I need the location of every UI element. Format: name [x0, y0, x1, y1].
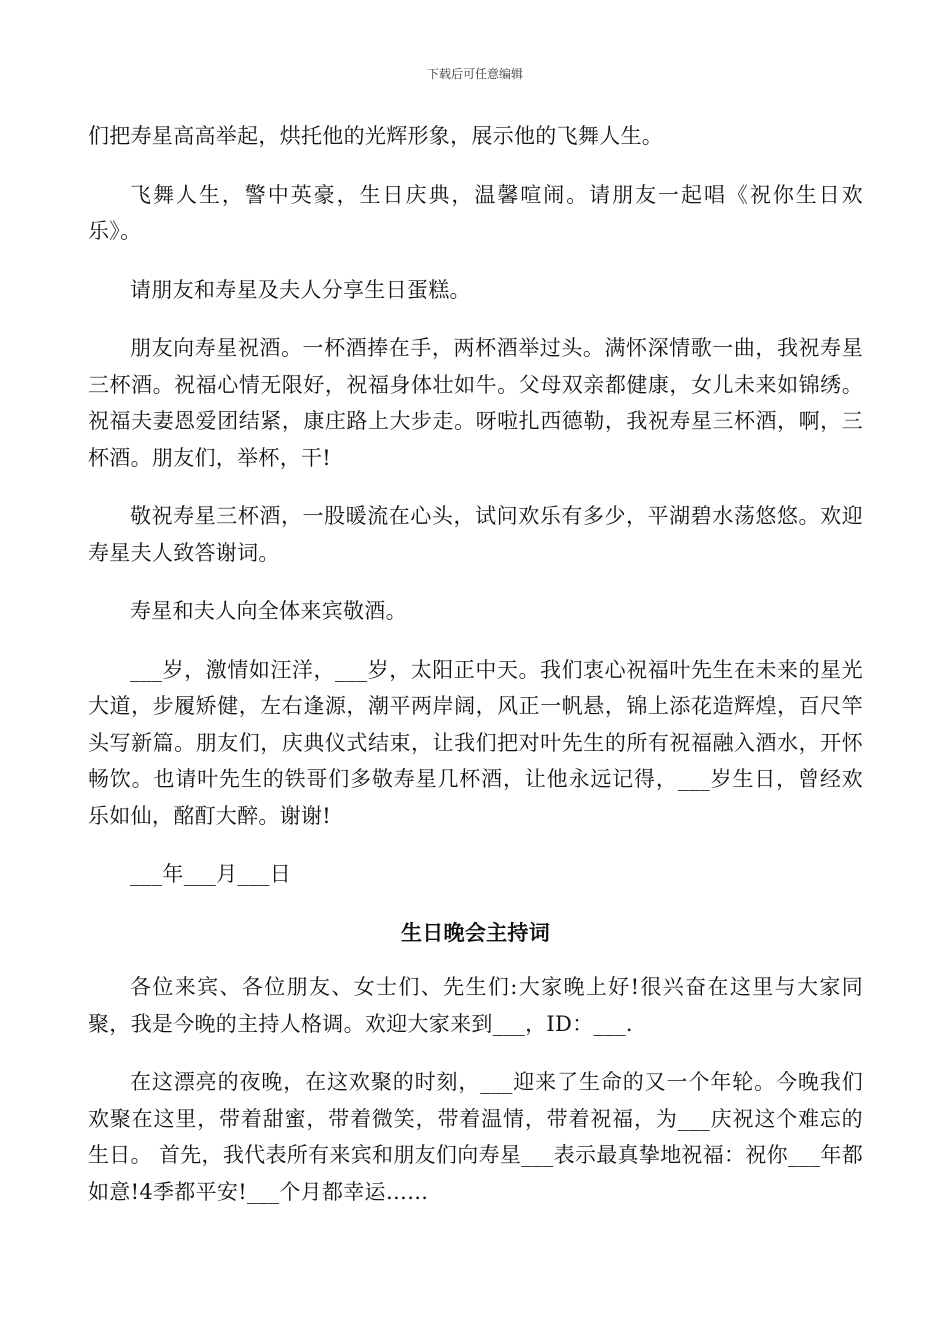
paragraph-guests-toast: 寿星和夫人向全体来宾敬酒。: [130, 599, 407, 623]
section-title: 生日晚会主持词: [400, 919, 551, 945]
page-header-note: 下载后可任意编辑: [426, 67, 523, 81]
paragraph-evening: 在这漂亮的夜晚，在这欢聚的时刻，___迎来了生命的又一个年轮。今晚我们欢聚在这里，带着甜蜜，带着微笑，带着温情，带着祝福，为___庆祝这个难忘的生日。 首先，我代表所有来宾和朋友们向寿星___表示最真挚地祝福：祝你___年都如意!4季都平安!___个月都幸运……: [88, 1070, 863, 1204]
paragraph-date: ___年___月___日: [130, 862, 292, 886]
document-body: [88, 118, 863, 1232]
paragraph-opening: 各位来宾、各位朋友、女士们、先生们:大家晚上好!很兴奋在这里与大家同聚，我是今晚的主持人格调。欢迎大家来到___，ID：___.: [88, 975, 863, 1036]
paragraph-toast: 朋友向寿星祝酒。一杯酒捧在手，两杯酒举过头。满怀深情歌一曲，我祝寿星三杯酒。祝福心情无限好，祝福身体壮如牛。父母双亲都健康，女儿未来如锦绣。祝福夫妻恩爱团结紧，康庄路上大步走。呀啦扎西德勒，我祝寿星三杯酒，啊，三杯酒。朋友们，举杯，干!: [88, 336, 863, 470]
paragraph-wife-speech: 敬祝寿星三杯酒，一股暖流在心头，试问欢乐有多少，平湖碧水荡悠悠。欢迎寿星夫人致答谢词。: [88, 504, 863, 565]
paragraph-closing: ___岁，激情如汪洋，___岁，太阳正中天。我们衷心祝福叶先生在未来的星光大道，步履矫健，左右逢源，潮平两岸阔，风正一帆悬，锦上添花造辉煌，百尺竿头写新篇。朋友们，庆典仪式结束，让我们把对叶先生的所有祝福融入酒水，开怀畅饮。也请叶先生的铁哥们多敬寿星几杯酒，让他永远记得，___岁生日，曾经欢乐如仙，酩酊大醉。谢谢!: [88, 657, 863, 828]
paragraph-continuation: 们把寿星高高举起，烘托他的光辉形象，展示他的飞舞人生。: [88, 124, 664, 148]
paragraph-song: 飞舞人生，警中英豪，生日庆典，温馨喧闹。请朋友一起唱《祝你生日欢乐》。: [88, 182, 863, 243]
paragraph-cake: 请朋友和寿星及夫人分享生日蛋糕。: [130, 277, 471, 302]
